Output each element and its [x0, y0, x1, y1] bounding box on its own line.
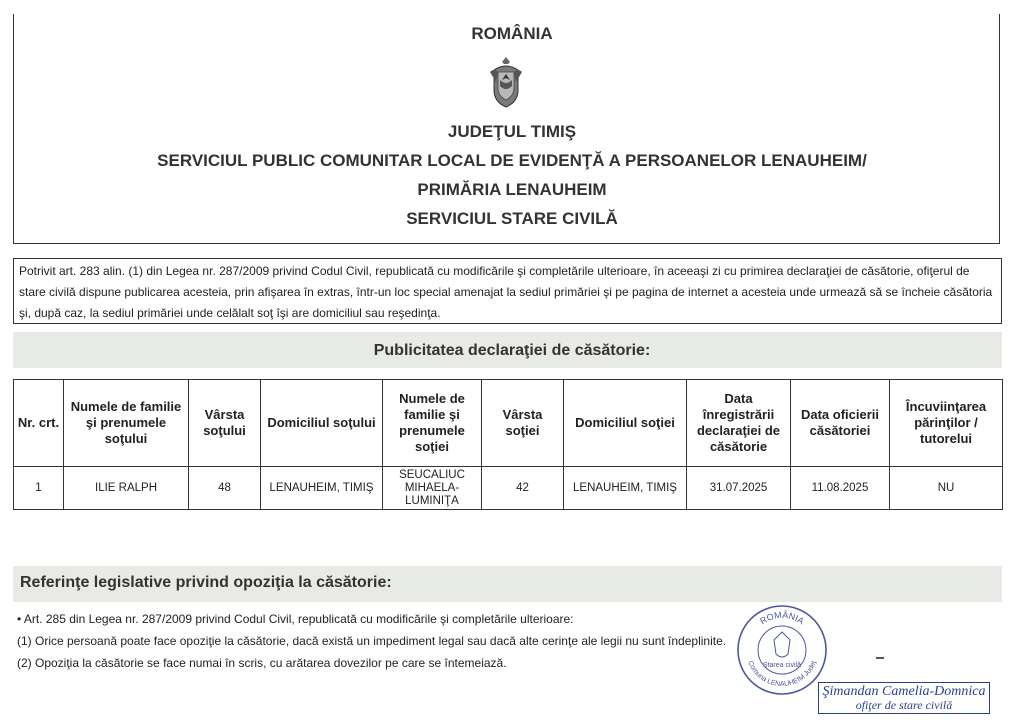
header-groom-age: Vârsta soţului — [189, 380, 261, 467]
county-title: JUDEŢUL TIMIŞ — [447, 122, 577, 141]
stamp-top-text: ROMÂNIA — [758, 609, 806, 627]
signature-box — [818, 682, 990, 714]
header-groom-name: Numele de familie şi prenumele soţului — [64, 380, 189, 467]
stamp-center-text: Starea civilă — [762, 662, 802, 669]
cell-nr-crt: 1 — [14, 467, 64, 510]
country-title: ROMÂNIA — [471, 24, 553, 43]
decorative-dash — [876, 657, 884, 659]
cell-groom-domicile: LENAUHEIM, TIMIŞ — [261, 467, 383, 510]
declaration-table — [13, 379, 1003, 510]
cell-groom-age: 48 — [189, 467, 261, 510]
header-parental-consent: Încuviinţarea părinţilor / tutorelui — [890, 380, 1003, 467]
stamp-bottom-text: Comuna LENAUHEIM Judeţ — [746, 660, 818, 689]
references-list — [17, 608, 817, 674]
table-row — [14, 467, 1003, 510]
header-bride-age: Vârsta soţiei — [482, 380, 564, 467]
header-registration-date: Data înregistrării declaraţiei de căsătorie — [687, 380, 791, 467]
header-groom-domicile: Domiciliul soţului — [261, 380, 383, 467]
signature-name: Şimandan Camelia-Domnica — [822, 684, 986, 699]
publication-title: Publicitatea declaraţiei de căsătorie: — [373, 342, 651, 359]
signature-title: ofiţer de stare civilă — [855, 698, 953, 712]
official-stamp — [736, 604, 828, 696]
reference-article-line: • Art. 285 din Legea nr. 287/2009 privind Codul Civil, republicată cu modificările şi completările ulterioare: — [17, 612, 574, 626]
svg-text:ROMÂNIA — [758, 610, 806, 626]
cell-bride-domicile: LENAUHEIM, TIMIŞ — [564, 467, 687, 510]
table-header-row — [14, 380, 1003, 467]
service-title-line1: SERVICIUL PUBLIC COMUNITAR LOCAL DE EVIDENŢĂ A PERSOANELOR LENAUHEIM/ — [157, 151, 867, 170]
cell-bride-name: SEUCALIUC MIHAELA-LUMINIŢA — [383, 467, 482, 510]
reference-paragraph-2: (2) Opoziţia la căsătorie se face numai în scris, cu arătarea dovezilor pe care se întemeiază. — [17, 656, 507, 670]
reference-paragraph-1: (1) Orice persoană poate face opoziţie la căsătorie, dacă există un impediment legal sau dacă alte cerinţe ale legii nu sunt îndeplinite. — [17, 634, 727, 648]
cell-bride-age: 42 — [482, 467, 564, 510]
stamp-crest-icon — [774, 632, 790, 657]
cell-parental-consent: NU — [890, 467, 1003, 510]
service-title-line2: PRIMĂRIA LENAUHEIM — [417, 180, 607, 199]
header-bride-domicile: Domiciliul soţiei — [564, 380, 687, 467]
cell-wedding-date: 11.08.2025 — [791, 467, 890, 510]
header-nr-crt: Nr. crt. — [14, 380, 64, 467]
cell-groom-name: ILIE RALPH — [64, 467, 189, 510]
coat-of-arms-icon — [488, 56, 524, 108]
references-title: Referinţe legislative privind opoziţia la căsătorie: — [20, 574, 392, 591]
cell-registration-date: 31.07.2025 — [687, 467, 791, 510]
header-wedding-date: Data oficierii căsătoriei — [791, 380, 890, 467]
header-bride-name: Numele de familie şi prenumele soţiei — [383, 380, 482, 467]
legal-intro-paragraph: Potrivit art. 283 alin. (1) din Legea nr. 287/2009 privind Codul Civil, republicată cu modificările şi completările ulterioare, în aceeaşi zi cu primirea declaraţiei de căsătorie, ofiţerul de stare civilă dispune publicarea acesteia, prin afişarea în extras, într-un loc special amenajat la sediul primăriei şi pe pagina de internet a acesteia unde urmează să se încheie căsătoria şi, după caz, la sediul primăriei unde celălalt soţ îşi are domiciliul sau reşedinţa. — [13, 258, 1002, 324]
service-title-line3: SERVICIUL STARE CIVILĂ — [406, 209, 618, 228]
